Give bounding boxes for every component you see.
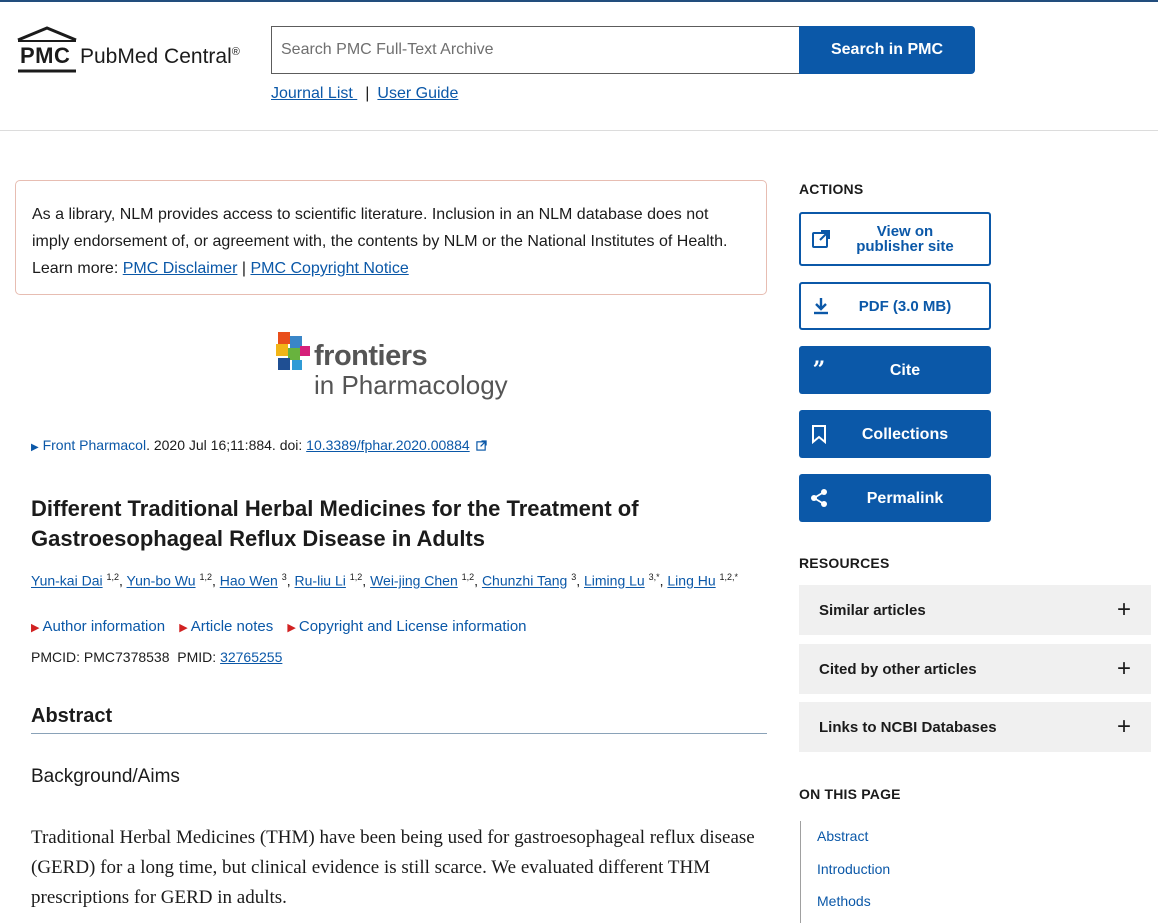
collections-label: Collections	[861, 425, 949, 443]
pmc-disclaimer-link[interactable]: PMC Disclaimer	[122, 260, 238, 277]
download-icon	[811, 296, 831, 316]
bookmark-icon	[809, 424, 829, 444]
nlm-disclaimer	[15, 180, 767, 295]
background-aims-heading: Background/Aims	[31, 766, 180, 787]
pdf-download-button[interactable]	[799, 282, 991, 330]
page-toc	[800, 821, 1000, 923]
pmcid: PMCID: PMC7378538	[31, 649, 170, 665]
affiliation: 1,2	[349, 572, 363, 582]
permalink-label: Permalink	[866, 489, 944, 507]
resources-heading: RESOURCES	[799, 555, 890, 571]
view-publisher-button[interactable]	[799, 212, 991, 266]
plus-icon: +	[1116, 713, 1131, 740]
user-guide-link[interactable]: User Guide	[377, 85, 459, 102]
pmid-link[interactable]: 32765255	[220, 649, 283, 665]
article-ids	[31, 649, 282, 665]
accordion-label: Similar articles	[819, 601, 926, 619]
link-separator: |	[365, 85, 370, 102]
quote-icon: ”	[812, 357, 826, 383]
pdf-label: PDF (3.0 MB)	[858, 297, 952, 315]
pmc-logo[interactable]	[16, 26, 256, 76]
header-links	[271, 85, 458, 103]
author-link[interactable]: Chunzhi Tang	[481, 572, 568, 589]
external-link-icon	[811, 229, 831, 249]
citation-details: . 2020 Jul 16;11:884. doi:	[146, 437, 307, 453]
affiliation: 3	[571, 572, 577, 582]
pmc-copyright-link[interactable]: PMC Copyright Notice	[250, 260, 409, 277]
disclaimer-text: As a library, NLM provides access to scientific literature. Inclusion in an NLM database does not imply endorsement of, or agreement with, the contents by NLM or the National Institutes of Health.	[32, 206, 728, 250]
accordion-label: Cited by other articles	[819, 660, 977, 678]
site-header	[0, 2, 1158, 131]
doi-link[interactable]: 10.3389/fphar.2020.00884	[306, 437, 470, 453]
frontiers-cube-icon	[274, 330, 314, 374]
article-title: Different Traditional Herbal Medicines for the Treatment of Gastroesophageal Reflux Disease in Adults	[31, 496, 639, 551]
author-information-toggle[interactable]: ▶ Author information	[31, 618, 166, 635]
pmid-label: PMID:	[177, 649, 221, 665]
toc-link-methods[interactable]: Methods	[817, 893, 871, 909]
actions-heading: ACTIONS	[799, 181, 864, 197]
affiliation: 3	[281, 572, 287, 582]
abstract-heading: Abstract	[31, 705, 767, 734]
caret-right-icon: ▶	[287, 622, 296, 634]
toc-link-abstract[interactable]: Abstract	[817, 828, 869, 844]
plus-icon: +	[1116, 596, 1131, 623]
author-list: Yun-kai Dai $^{1,2}$, Yun-bo Wu $^{1,2}$, Hao Wen $^3$, Ru-liu Li $^{1,2}$, Wei-jing Chen $^{1,2}$, Chunzhi Tang $^3$, Liming Lu $^{3,*}$, Ling Hu $^{1,2,*}$	[31, 572, 739, 589]
plus-icon: +	[1116, 655, 1131, 682]
accordion-label: Links to NCBI Databases	[819, 718, 997, 736]
caret-right-icon: ▶	[179, 622, 188, 634]
brand-name: PubMed Central®	[80, 45, 240, 68]
cited-by-accordion[interactable]	[799, 644, 1151, 694]
abstract-paragraph: Traditional Herbal Medicines (THM) have been being used for gastroesophageal reflux disease (GERD) for a long time, but clinical evidence is still scarce. We evaluated different THM prescriptions for GERD in adults.	[31, 827, 755, 908]
brand-abbr: PMC	[20, 43, 71, 68]
article-info-toggles	[31, 618, 537, 635]
journal-name-link[interactable]: Front Pharmacol	[42, 437, 147, 453]
affiliation: 1,2,*	[719, 572, 739, 582]
journal-logo-line2: in Pharmacology	[314, 370, 508, 400]
author-link[interactable]: Ling Hu	[667, 572, 716, 589]
cite-button[interactable]	[799, 346, 991, 394]
toc-link-introduction[interactable]: Introduction	[817, 861, 891, 877]
view-publisher-label: View on publisher site	[856, 223, 954, 255]
journal-list-link[interactable]: Journal List	[271, 85, 358, 102]
affiliation: 1,2	[106, 572, 119, 582]
caret-right-icon: ▶	[31, 442, 39, 453]
author-link[interactable]: Yun-bo Wu	[126, 572, 196, 589]
learn-more-label: Learn more:	[32, 260, 119, 277]
copyright-license-toggle[interactable]: ▶ Copyright and License information	[287, 618, 527, 635]
cite-label: Cite	[889, 361, 921, 379]
author-link[interactable]: Hao Wen	[219, 572, 278, 589]
affiliation: 1,2	[461, 572, 475, 582]
author-link[interactable]: Wei-jing Chen	[370, 572, 458, 589]
article-notes-toggle[interactable]: ▶ Article notes	[179, 618, 274, 635]
caret-right-icon: ▶	[31, 622, 40, 634]
affiliation: 1,2	[199, 572, 212, 582]
search-button[interactable]: Search in PMC	[799, 26, 975, 74]
external-link-icon	[476, 440, 487, 451]
share-icon	[809, 488, 829, 508]
journal-logo-line1: frontiers	[314, 340, 428, 372]
author-link[interactable]: Ru-liu Li	[294, 572, 346, 589]
author-link[interactable]: Yun-kai Dai	[31, 572, 103, 589]
collections-button[interactable]	[799, 410, 991, 458]
author-link[interactable]: Liming Lu	[584, 572, 645, 589]
similar-articles-accordion[interactable]	[799, 585, 1151, 635]
citation-line	[31, 437, 487, 453]
on-this-page-heading: ON THIS PAGE	[799, 786, 901, 802]
affiliation: 3,*	[648, 572, 660, 582]
ncbi-links-accordion[interactable]	[799, 702, 1151, 752]
journal-logo[interactable]	[274, 330, 534, 402]
search-input[interactable]	[271, 26, 801, 74]
disclaimer-separator: |	[241, 260, 246, 277]
permalink-button[interactable]	[799, 474, 991, 522]
